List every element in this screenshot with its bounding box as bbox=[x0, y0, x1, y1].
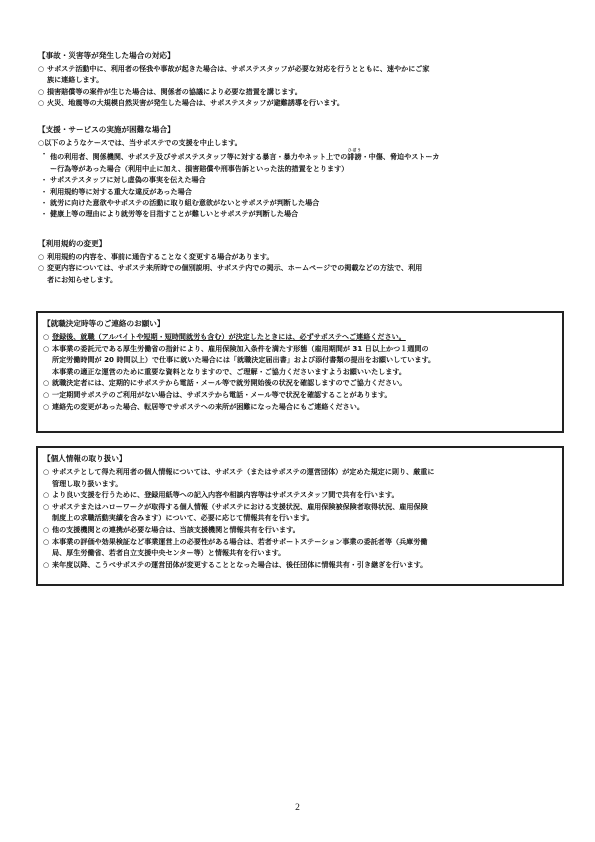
list-item: ○ サポステとして得た利用者の個人情報については、サポステ（またはサポステの運営団体）が定めた規定に則り、厳重に 管理し取り扱います。 bbox=[43, 467, 435, 488]
list-item: ○ 火災、地震等の大規模自然災害が発生した場合は、サポステスタッフが避難誘導を行います。 bbox=[38, 98, 344, 108]
page-number: 2 bbox=[295, 803, 300, 813]
list-item: ○ より良い支援を行うために、登録用紙等への記入内容や相談内容等はサポステスタッフ間で共有を行います。 bbox=[43, 490, 399, 500]
list-item: ・ 健康上等の理由により就労等を目指すことが難しいとサポステが判断した場合 bbox=[40, 209, 299, 219]
list-item: ○ 登録後、就職（アルバイトや短期・短時間就労も含む）が決定したときには、必ずサポステへご連絡ください。 bbox=[43, 332, 406, 341]
section-heading: 【支援・サービスの実施が困難な場合】 bbox=[38, 125, 175, 134]
list-item: ○ 一定期間サポステのご利用がない場合は、サポステから電話・メール等で状況を確認することがあります。 bbox=[43, 389, 392, 399]
box-heading: 【個人情報の取り扱い】 bbox=[43, 454, 127, 463]
section-heading: 【事故・災害等が発生した場合の対応】 bbox=[38, 51, 175, 60]
list-item: ○ サポステまたはハローワークが取得する個人情報（サポステにおける支援状況、雇用保険被保険者取得状況、雇用保険 制度上の求職活動実績を含みます）について、必要に応じて情報共有を行います。 bbox=[43, 501, 428, 523]
section-heading: 【利用規約の変更】 bbox=[38, 239, 107, 248]
list-item: ○ 変更内容については、サポステ来所時での個別説明、サポステ内での掲示、ホームページでの掲載などの方法で、利用 者にお知らせします。 bbox=[38, 263, 423, 284]
notice-box-privacy bbox=[36, 446, 564, 586]
list-item: ○ 就職決定者には、定期的にサポステから電話・メール等で就労開始後の状況を確認しますのでご協力ください。 bbox=[43, 378, 407, 388]
list-item: ○ 他の支援機関との連携が必要な場合は、当該支援機関と情報共有を行います。 bbox=[43, 524, 300, 534]
notice-box-employment bbox=[36, 311, 564, 433]
list-item: ○ 本事業の委託元である厚生労働省の指針により、雇用保険加入条件を満たす形態（雇用期間が 31 日以上かつ１週間の 所定労働時間が 20 時間以上）で仕事に就いた場合には「就職決定届出書」および添付書類の提出をお願いしています。 本事業の適正な運営のために重要な資料となりますので、ご理解・ご協力くださいますようお願いいたします。 bbox=[43, 343, 436, 376]
list-item: ○ 本事業の評価や効果検証など事業運営上の必要性がある場合は、若者サポートステーション事業の委託者等（兵庫労働 局、厚生労働省、若者自立支援中央センター等）と情報共有を行います。 bbox=[43, 536, 428, 558]
ruby-reading: ひぼう bbox=[347, 148, 362, 153]
list-item: ○ 来年度以降、こうべサポステの運営団体が変更することとなった場合は、後任団体に情報共有・引き継ぎを行います。 bbox=[43, 559, 428, 569]
list-item: ○ 連絡先の変更があった場合、転居等でサポステへの来所が困難になった場合にもご連絡ください。 bbox=[43, 401, 364, 411]
section-accident-response bbox=[38, 50, 560, 109]
list-item: ○ サポステ活動中に、利用者の怪我や事故が起きた場合は、サポステスタッフが必要な対応を行うとともに、速やかにご家 族に連絡します。 bbox=[38, 64, 430, 85]
section-terms-change bbox=[38, 238, 560, 285]
list-item: ・ 利用規約等に対する重大な違反があった場合 bbox=[40, 186, 192, 196]
ruby-word: 誹謗ひぼう bbox=[347, 148, 362, 162]
list-item: ○ 損害賠償等の案件が生じた場合は、関係者の協議により必要な措置を講じます。 bbox=[38, 86, 302, 96]
list-item: ・ 就労に向けた意欲やサポステの活動に取り組む意欲がないとサポステが判断した場合 bbox=[40, 198, 320, 208]
list-item: ・ サポステスタッフに対し虚偽の事実を伝えた場合 bbox=[40, 175, 206, 185]
list-item: ・ 他の利用者、関係機関、サポステ及びサポステスタッフ等に対する暴言・暴力やネット上での誹謗ひぼう・中傷、脅迫やストーカ ー行為等があった場合（利用中止に加え、損害賠償や刑事告訴といった法的措置をとります） bbox=[40, 148, 440, 173]
list-item: ○ 利用規約の内容を、事前に通告することなく変更する場合があります。 bbox=[38, 252, 274, 261]
section-service-suspension bbox=[38, 124, 560, 220]
box-heading: 【就職決定時等のご連絡のお願い】 bbox=[43, 319, 165, 328]
section-intro: ○以下のようなケースでは、当サポステでの支援を中止します。 bbox=[38, 138, 242, 147]
